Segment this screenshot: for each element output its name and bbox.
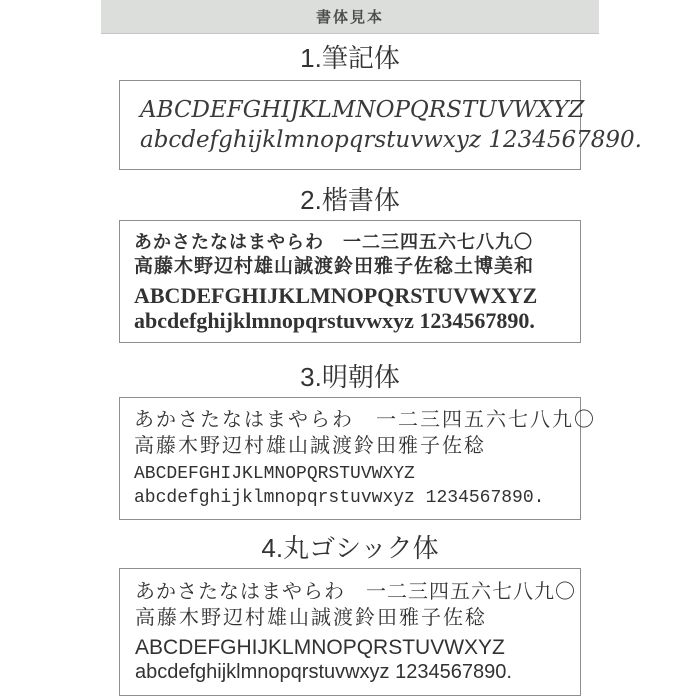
sample-line-uppercase: ABCDEFGHIJKLMNOPQRSTUVWXYZ — [134, 464, 415, 484]
sample-line-lowercase-numbers: abcdefghijklmnopqrstuvwxyz 1234567890. — [134, 308, 535, 333]
section-kaishotai — [101, 186, 599, 343]
sample-line-kana-numerals: あかさたなはまやらわ 一二三四五六七八九〇 — [135, 581, 576, 603]
sample-line-lowercase-numbers: abcdefghijklmnopqrstuvwxyz 1234567890. — [140, 127, 642, 153]
header-bar — [101, 0, 599, 34]
sample-line-kana-numerals: あかさたなはまやらわ 一二三四五六七八九〇 — [134, 232, 533, 252]
sample-box-minchotai — [119, 397, 596, 520]
page-title: 書体見本 — [315, 9, 384, 26]
section-heading-hikkitai: 1.筆記体 — [300, 43, 400, 73]
section-heading-minchotai: 3.明朝体 — [300, 362, 400, 392]
sample-line-kanji: 高藤木野辺村雄山誠渡鈴田雅子佐稔 — [135, 607, 487, 629]
sample-line-lowercase-numbers: abcdefghijklmnopqrstuvwxyz 1234567890. — [134, 488, 545, 508]
sample-box-marugothictai — [119, 568, 581, 696]
sample-line-uppercase: ABCDEFGHIJKLMNOPQRSTUVWXYZ — [134, 283, 538, 308]
sample-line-kana-numerals: あかさたなはまやらわ 一二三四五六七八九〇 — [134, 409, 596, 431]
sample-box-hikkitai — [119, 80, 642, 170]
section-minchotai — [101, 363, 599, 520]
sample-box-kaishotai — [119, 220, 581, 343]
sample-line-lowercase-numbers: abcdefghijklmnopqrstuvwxyz 1234567890. — [135, 661, 512, 683]
sample-line-kanji: 高藤木野辺村雄山誠渡鈴田雅子佐稔土博美和 — [134, 256, 535, 277]
sample-line-uppercase: ABCDEFGHIJKLMNOPQRSTUVWXYZ — [135, 636, 505, 659]
section-heading-kaishotai: 2.楷書体 — [300, 185, 400, 215]
section-marugothictai — [101, 534, 599, 696]
sample-line-uppercase: ABCDEFGHIJKLMNOPQRSTUVWXYZ — [140, 97, 585, 123]
sample-line-kanji: 高藤木野辺村雄山誠渡鈴田雅子佐稔 — [134, 435, 486, 457]
section-hikkitai — [101, 43, 642, 170]
font-specimen-page — [101, 0, 642, 696]
section-heading-marugothictai: 4.丸ゴシック体 — [261, 533, 439, 563]
